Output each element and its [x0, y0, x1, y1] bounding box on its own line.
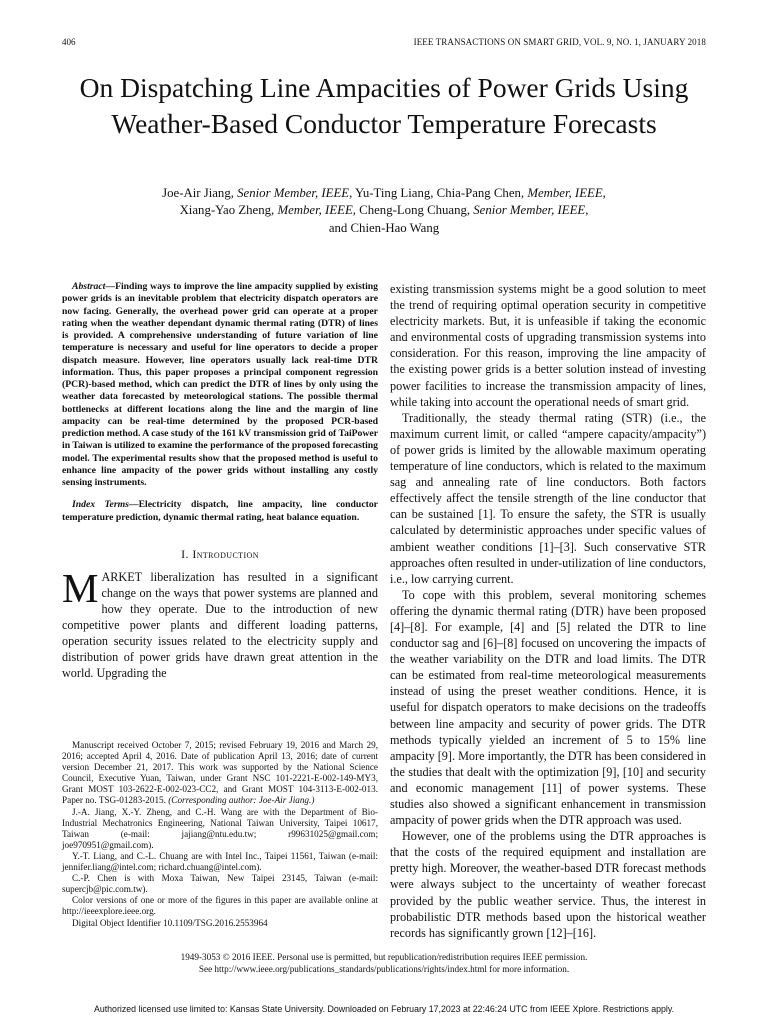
journal-header: IEEE TRANSACTIONS ON SMART GRID, VOL. 9, NO. 1, JANUARY 2018 — [413, 37, 706, 47]
page-number: 406 — [62, 37, 76, 47]
copyright-line-2: See http://www.ieee.org/publications_standards/publications/rights/index.html for more information. — [198, 963, 570, 974]
author-3-grade: Member, IEEE — [527, 186, 603, 200]
authors-2: , Yu-Ting Liang, Chia-Pang Chen, — [349, 186, 525, 200]
drop-cap: M — [62, 564, 99, 611]
author-5-grade: Senior Member, IEEE — [473, 203, 586, 218]
author-4: Xiang-Yao Zheng, — [179, 203, 275, 218]
paragraph-3: To cope with this problem, several monitoring schemes offering the dynamic thermal rating (DTR) have been proposed [4]–[8]. For example, [4] and [5] related the DTR to line conductor sag and [6]–[8] focused on uncovering the impacts of the weather variability on the DTR and load limits. The DTR can be estimated from real-time meteorological measurements instead of using the preset weather conditions. Hence, it is useful for dispatch operators to make decisions on the tradeoffs between line ampacity and security of power grids. The DTR methods typically yielded an increment of 5 to 15% line ampacity [9]. More importantly, the DTR has been considered in the studies that dealt with the optimization [9], [10] and security and economic management [11] of power systems. These studies also showed a significant enhancement in transmission ampacity of power grids when the DTR approach was used. — [390, 587, 706, 828]
author-5: , Cheng-Long Chuang, — [352, 203, 471, 218]
left-column — [62, 281, 378, 681]
intro-lead: ARKET — [101, 569, 142, 584]
section-heading — [62, 547, 378, 562]
author-1-grade: Senior Member, IEEE — [237, 186, 350, 200]
paragraph-4: However, one of the problems using the DTR approaches is that the costs of the required equipment and installation are pretty high. Moreover, the weather-based DTR forecast methods were always subject to the uncertainty of weather forecast provided by the public weather service. Thus, the interest in probabilistic DTR methods based upon the historical weather records has significantly grown [12]–[16]. — [390, 829, 706, 940]
footnote-color: Color versions of one or more of the figures in this paper are available online at http://ieeexplore.ieee.org. — [62, 895, 378, 917]
abstract — [62, 281, 378, 489]
intro-text: liberalization has resulted in a significant change on the ways that power systems are planned and how they operate. Due to the introduction of new competitive power plants and different loading patterns, operation security issues related to the electricity supply and distribution of power grids have drawn great attention in the world. Upgrading the — [62, 569, 378, 681]
footnote-affiliation-1: J.-A. Jiang, X.-Y. Zheng, and C.-H. Wang are with the Department of Bio-Industrial Mechatronics Engineering, National Taiwan University, Taipei 10617, Taiwan (e-mail: jajiang@ntu.edu.tw; r99631025@gmail.com; joe970951@gmail.com). — [62, 806, 378, 850]
index-terms-label: Index Terms — [72, 499, 129, 511]
index-terms-text: —Electricity dispatch, line ampacity, line conductor temperature prediction, dynamic thermal rating, heat balance equation. — [62, 499, 378, 523]
author-1: Joe-Air Jiang, — [162, 186, 234, 200]
authors-sep-2: , — [585, 203, 589, 218]
copyright-line-1: 1949-3053 © 2016 IEEE. Personal use is permitted, but republication/redistribution requires IEEE permission. — [180, 952, 588, 962]
section-title: Introduction — [192, 546, 259, 561]
footnote-manuscript: Manuscript received October 7, 2015; revised February 19, 2016 and March 29, 2016; accepted April 4, 2016. Date of publication April 13, 2016; date of current version December 21, 2017. This work was supported by the National Science Council, Executive Yuan, Taiwan, under Grant NSC 101-2221-E-002-149-MY3, Grant MOST 103-2622-E-002-023-CC2, and Grant MOST 104-3113-E-002-013. Paper no. TSG-01283-2015. (Corresponding author: Joe-Air Jiang.) — [62, 740, 378, 806]
paragraph-2: Traditionally, the steady thermal rating (STR) (i.e., the maximum current limit, or called “ampere capacity/ampacity”) of power grids is limited by the allowable maximum operating temperature of line conductors, which is related to the maximum sag and annealing rate of line conductors. Both factors effectively affect the tensile strength of the line conductor that can be sustained [1]. To ensure the safety, the STR is usually calculated by deterministic approaches under specific values of ambient weather conditions [1]–[3]. Such conservative STR approaches often resulted in under-utilization of line conductors, i.e., low carrying current. — [390, 410, 706, 586]
license-watermark: Authorized licensed use limited to: Kansas State University. Downloaded on February 17,2023 at 22:46:24 UTC from IEEE Xplore. Restrictions apply. — [93, 1004, 675, 1014]
author-list — [40, 185, 728, 237]
right-column — [390, 281, 706, 941]
footnote-doi: Digital Object Identifier 10.1109/TSG.2016.2553964 — [72, 917, 268, 928]
corresponding-author: (Corresponding author: Joe-Air Jiang.) — [168, 795, 315, 806]
abstract-text: —Finding ways to improve the line ampacity supplied by existing power grids is an inevitable problem that electricity dispatch operators are now facing. Generally, the overhead power grid can operate at a proper rating when the weather dependant dynamic thermal rating (DTR) of lines is provided. A comprehensive understanding of future variation of line temperature is necessary and useful for line operators to decide a proper dispatch measure. However, line operators usually lack real-time DTR information. Thus, this paper proposes a principal component regression (PCR)-based method, which can predict the DTR of lines by only using the weather data forecasted by meteorological stations. The possible thermal bottlenecks at different locations along the line and the margin of line ampacity can be real-time determined by the proposed PCR-based prediction method. A case study of the 161 kV transmission grid of TaiPower in Taiwan is utilized to examine the performance of the proposed forecasting model. The experimental results show that the proposed method is useful to enhance line ampacity of the power grids without installing any costly sensing instruments. — [62, 281, 378, 488]
index-terms — [62, 499, 378, 524]
paper-title: On Dispatching Line Ampacities of Power Grids Using Weather-Based Conductor Temperature Forecasts — [79, 72, 689, 139]
authors-sep-1: , — [602, 186, 606, 200]
author-6: and Chien-Hao Wang — [328, 220, 440, 235]
author-4-grade: Member, IEEE — [277, 203, 353, 218]
copyright-notice — [40, 952, 728, 975]
paragraph-1: existing transmission systems might be a good solution to meet the trend of requiring optimal operation security in competitive electricity markets. But, it is unfeasible if taking the economic and environmental costs of upgrading transmission systems into consideration. For this reason, improving the line ampacity of the existing power grids is a better solution instead of investing power facilities to increase the transmission ampacity of lines, while taking into account the operational needs of smart grid. — [390, 282, 706, 409]
section-number: I. — [181, 546, 189, 561]
intro-paragraph — [62, 564, 378, 682]
abstract-label: Abstract — [72, 281, 106, 292]
footnotes — [62, 740, 378, 929]
footnote-affiliation-2: Y.-T. Liang, and C.-L. Chuang are with Intel Inc., Taipei 11561, Taiwan (e-mail: jennifer.liang@intel.com; richard.chuang@intel.com). — [62, 850, 378, 873]
footnote-affiliation-3: C.-P. Chen is with Moxa Taiwan, New Taipei 23145, Taiwan (e-mail: supercjb@pic.com.tw). — [62, 873, 378, 895]
